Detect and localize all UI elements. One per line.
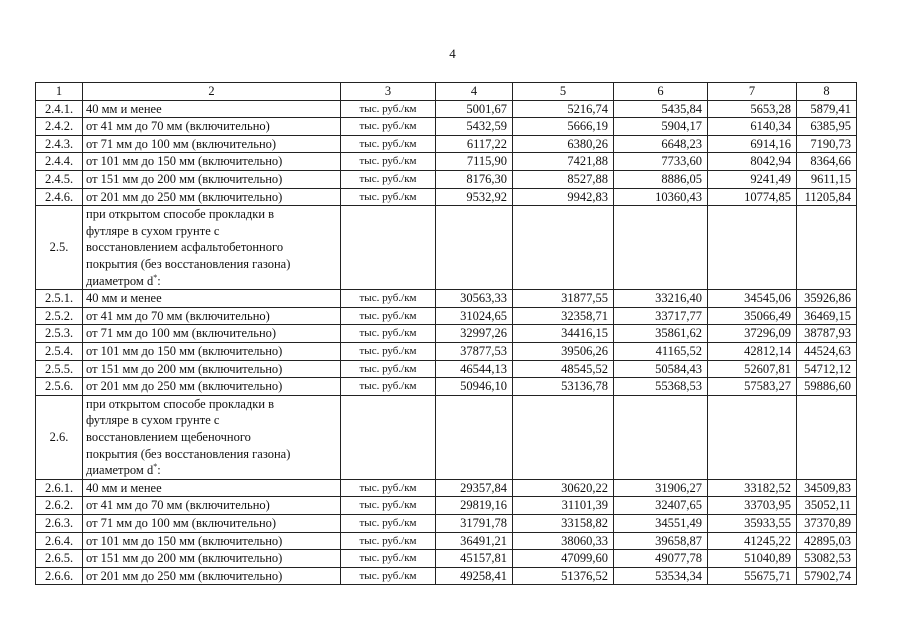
value-cell: 32997,26: [436, 325, 513, 343]
unit-cell: тыс. руб./км: [341, 153, 436, 171]
value-cell: 32407,65: [614, 497, 708, 515]
unit-cell: тыс. руб./км: [341, 378, 436, 396]
value-cell: 53534,34: [614, 567, 708, 585]
value-cell: 57902,74: [797, 567, 857, 585]
unit-cell: тыс. руб./км: [341, 135, 436, 153]
value-cell: 41165,52: [614, 342, 708, 360]
value-cell: 51376,52: [513, 567, 614, 585]
value-cell: 8527,88: [513, 170, 614, 188]
empty-cell: [513, 395, 614, 479]
row-number: 2.4.2.: [36, 118, 83, 136]
value-cell: 37296,09: [708, 325, 797, 343]
value-cell: 9532,92: [436, 188, 513, 206]
value-cell: 54712,12: [797, 360, 857, 378]
value-cell: 34551,49: [614, 514, 708, 532]
row-number: 2.4.6.: [36, 188, 83, 206]
row-number: 2.5.2.: [36, 307, 83, 325]
unit-cell: тыс. руб./км: [341, 567, 436, 585]
empty-cell: [341, 395, 436, 479]
value-cell: 31024,65: [436, 307, 513, 325]
value-cell: 53082,53: [797, 550, 857, 568]
value-cell: 31906,27: [614, 479, 708, 497]
row-number: 2.5.3.: [36, 325, 83, 343]
section-text-line: покрытия (без восстановления газона): [86, 256, 291, 271]
row-label: от 151 мм до 200 мм (включительно): [83, 360, 341, 378]
table-row: [36, 153, 857, 171]
value-cell: 5435,84: [614, 100, 708, 118]
table-row: [36, 135, 857, 153]
unit-cell: тыс. руб./км: [341, 479, 436, 497]
row-number: 2.5.6.: [36, 378, 83, 396]
unit-cell: тыс. руб./км: [341, 170, 436, 188]
value-cell: 8364,66: [797, 153, 857, 171]
unit-cell: тыс. руб./км: [341, 360, 436, 378]
value-cell: 35861,62: [614, 325, 708, 343]
value-cell: 49258,41: [436, 567, 513, 585]
table-row: [36, 342, 857, 360]
row-number: 2.6.1.: [36, 479, 83, 497]
value-cell: 33216,40: [614, 290, 708, 308]
section-text-tail: :: [157, 273, 161, 288]
section-row: [36, 206, 857, 290]
table-row: [36, 118, 857, 136]
table-row: [36, 100, 857, 118]
row-label: от 201 мм до 250 мм (включительно): [83, 188, 341, 206]
table-header-row: [36, 83, 857, 101]
row-number: 2.6.3.: [36, 514, 83, 532]
value-cell: 6648,23: [614, 135, 708, 153]
row-label: от 151 мм до 200 мм (включительно): [83, 550, 341, 568]
value-cell: 9942,83: [513, 188, 614, 206]
value-cell: 46544,13: [436, 360, 513, 378]
value-cell: 50946,10: [436, 378, 513, 396]
header-cell: 3: [341, 83, 436, 101]
table-row: [36, 550, 857, 568]
value-cell: 36469,15: [797, 307, 857, 325]
value-cell: 6117,22: [436, 135, 513, 153]
value-cell: 49077,78: [614, 550, 708, 568]
unit-cell: тыс. руб./км: [341, 118, 436, 136]
footnote-mark: *: [153, 272, 158, 282]
value-cell: 31877,55: [513, 290, 614, 308]
value-cell: 35926,86: [797, 290, 857, 308]
row-number: 2.5.4.: [36, 342, 83, 360]
row-label: от 101 мм до 150 мм (включительно): [83, 342, 341, 360]
value-cell: 30563,33: [436, 290, 513, 308]
row-number: 2.6.2.: [36, 497, 83, 515]
table-row: [36, 188, 857, 206]
value-cell: 37370,89: [797, 514, 857, 532]
value-cell: 35052,11: [797, 497, 857, 515]
value-cell: 55368,53: [614, 378, 708, 396]
value-cell: 6914,16: [708, 135, 797, 153]
row-label: от 101 мм до 150 мм (включительно): [83, 532, 341, 550]
value-cell: 41245,22: [708, 532, 797, 550]
value-cell: 8886,05: [614, 170, 708, 188]
value-cell: 48545,52: [513, 360, 614, 378]
value-cell: 39506,26: [513, 342, 614, 360]
value-cell: 11205,84: [797, 188, 857, 206]
section-description: [83, 206, 341, 290]
section-text-line: диаметром d: [86, 463, 154, 478]
value-cell: 6380,26: [513, 135, 614, 153]
value-cell: 10774,85: [708, 188, 797, 206]
row-number: 2.6.6.: [36, 567, 83, 585]
value-cell: 55675,71: [708, 567, 797, 585]
unit-cell: тыс. руб./км: [341, 290, 436, 308]
header-cell: 4: [436, 83, 513, 101]
value-cell: 32358,71: [513, 307, 614, 325]
value-cell: 33182,52: [708, 479, 797, 497]
section-text-tail: :: [157, 463, 161, 478]
unit-cell: тыс. руб./км: [341, 188, 436, 206]
value-cell: 7421,88: [513, 153, 614, 171]
header-cell: 2: [83, 83, 341, 101]
empty-cell: [708, 206, 797, 290]
tariff-table: [35, 82, 857, 585]
row-label: от 41 мм до 70 мм (включительно): [83, 307, 341, 325]
value-cell: 33158,82: [513, 514, 614, 532]
table-row: [36, 325, 857, 343]
row-label: 40 мм и менее: [83, 100, 341, 118]
row-label: от 151 мм до 200 мм (включительно): [83, 170, 341, 188]
row-label: 40 мм и менее: [83, 290, 341, 308]
value-cell: 5879,41: [797, 100, 857, 118]
value-cell: 34509,83: [797, 479, 857, 497]
table-row: [36, 290, 857, 308]
value-cell: 52607,81: [708, 360, 797, 378]
value-cell: 6385,95: [797, 118, 857, 136]
value-cell: 42895,03: [797, 532, 857, 550]
header-cell: 7: [708, 83, 797, 101]
row-number: 2.4.4.: [36, 153, 83, 171]
value-cell: 8176,30: [436, 170, 513, 188]
value-cell: 5904,17: [614, 118, 708, 136]
table-row: [36, 567, 857, 585]
value-cell: 7733,60: [614, 153, 708, 171]
section-text-line: при открытом способе прокладки в: [86, 396, 275, 411]
value-cell: 10360,43: [614, 188, 708, 206]
section-text-line: восстановлением асфальтобетонного: [86, 240, 284, 255]
value-cell: 5666,19: [513, 118, 614, 136]
table-row: [36, 378, 857, 396]
value-cell: 38060,33: [513, 532, 614, 550]
section-text-line: покрытия (без восстановления газона): [86, 446, 291, 461]
unit-cell: тыс. руб./км: [341, 550, 436, 568]
value-cell: 50584,43: [614, 360, 708, 378]
value-cell: 5432,59: [436, 118, 513, 136]
empty-cell: [341, 206, 436, 290]
value-cell: 53136,78: [513, 378, 614, 396]
value-cell: 31791,78: [436, 514, 513, 532]
empty-cell: [797, 206, 857, 290]
section-text-line: диаметром d: [86, 273, 154, 288]
table-row: [36, 170, 857, 188]
value-cell: 9611,15: [797, 170, 857, 188]
row-label: от 71 мм до 100 мм (включительно): [83, 135, 341, 153]
value-cell: 44524,63: [797, 342, 857, 360]
value-cell: 51040,89: [708, 550, 797, 568]
header-cell: 6: [614, 83, 708, 101]
value-cell: 36491,21: [436, 532, 513, 550]
unit-cell: тыс. руб./км: [341, 532, 436, 550]
value-cell: 59886,60: [797, 378, 857, 396]
row-number: 2.4.3.: [36, 135, 83, 153]
unit-cell: тыс. руб./км: [341, 342, 436, 360]
unit-cell: тыс. руб./км: [341, 325, 436, 343]
row-label: 40 мм и менее: [83, 479, 341, 497]
table-row: [36, 497, 857, 515]
table-row: [36, 532, 857, 550]
row-number: 2.5.5.: [36, 360, 83, 378]
value-cell: 29357,84: [436, 479, 513, 497]
unit-cell: тыс. руб./км: [341, 307, 436, 325]
row-label: от 41 мм до 70 мм (включительно): [83, 497, 341, 515]
table-row: [36, 514, 857, 532]
table-row: [36, 360, 857, 378]
unit-cell: тыс. руб./км: [341, 497, 436, 515]
value-cell: 5001,67: [436, 100, 513, 118]
row-number: 2.4.1.: [36, 100, 83, 118]
empty-cell: [614, 206, 708, 290]
value-cell: 6140,34: [708, 118, 797, 136]
row-label: от 71 мм до 100 мм (включительно): [83, 325, 341, 343]
row-label: от 201 мм до 250 мм (включительно): [83, 378, 341, 396]
value-cell: 30620,22: [513, 479, 614, 497]
row-number: 2.6.4.: [36, 532, 83, 550]
value-cell: 29819,16: [436, 497, 513, 515]
section-text-line: футляре в сухом грунте с: [86, 223, 220, 238]
value-cell: 31101,39: [513, 497, 614, 515]
section-row: [36, 395, 857, 479]
row-label: от 41 мм до 70 мм (включительно): [83, 118, 341, 136]
value-cell: 33703,95: [708, 497, 797, 515]
value-cell: 35933,55: [708, 514, 797, 532]
table-row: [36, 307, 857, 325]
footnote-mark: *: [153, 461, 158, 471]
row-label: от 71 мм до 100 мм (включительно): [83, 514, 341, 532]
empty-cell: [708, 395, 797, 479]
value-cell: 38787,93: [797, 325, 857, 343]
section-text-line: футляре в сухом грунте с: [86, 413, 220, 428]
section-number: 2.6.: [36, 395, 83, 479]
section-text-line: восстановлением щебеночного: [86, 429, 251, 444]
row-number: 2.6.5.: [36, 550, 83, 568]
empty-cell: [436, 395, 513, 479]
value-cell: 34416,15: [513, 325, 614, 343]
header-cell: 1: [36, 83, 83, 101]
value-cell: 42812,14: [708, 342, 797, 360]
value-cell: 33717,77: [614, 307, 708, 325]
value-cell: 9241,49: [708, 170, 797, 188]
value-cell: 47099,60: [513, 550, 614, 568]
value-cell: 35066,49: [708, 307, 797, 325]
unit-cell: тыс. руб./км: [341, 100, 436, 118]
section-number: 2.5.: [36, 206, 83, 290]
row-number: 2.4.5.: [36, 170, 83, 188]
unit-cell: тыс. руб./км: [341, 514, 436, 532]
value-cell: 7115,90: [436, 153, 513, 171]
header-cell: 5: [513, 83, 614, 101]
table-body: [36, 83, 857, 585]
empty-cell: [513, 206, 614, 290]
row-label: от 201 мм до 250 мм (включительно): [83, 567, 341, 585]
page-number: 4: [449, 46, 456, 61]
value-cell: 7190,73: [797, 135, 857, 153]
value-cell: 8042,94: [708, 153, 797, 171]
table-row: [36, 479, 857, 497]
value-cell: 37877,53: [436, 342, 513, 360]
value-cell: 45157,81: [436, 550, 513, 568]
value-cell: 34545,06: [708, 290, 797, 308]
value-cell: 57583,27: [708, 378, 797, 396]
section-description: [83, 395, 341, 479]
value-cell: 5216,74: [513, 100, 614, 118]
value-cell: 39658,87: [614, 532, 708, 550]
section-text-line: при открытом способе прокладки в: [86, 207, 275, 222]
header-cell: 8: [797, 83, 857, 101]
empty-cell: [797, 395, 857, 479]
row-number: 2.5.1.: [36, 290, 83, 308]
row-label: от 101 мм до 150 мм (включительно): [83, 153, 341, 171]
empty-cell: [436, 206, 513, 290]
empty-cell: [614, 395, 708, 479]
value-cell: 5653,28: [708, 100, 797, 118]
